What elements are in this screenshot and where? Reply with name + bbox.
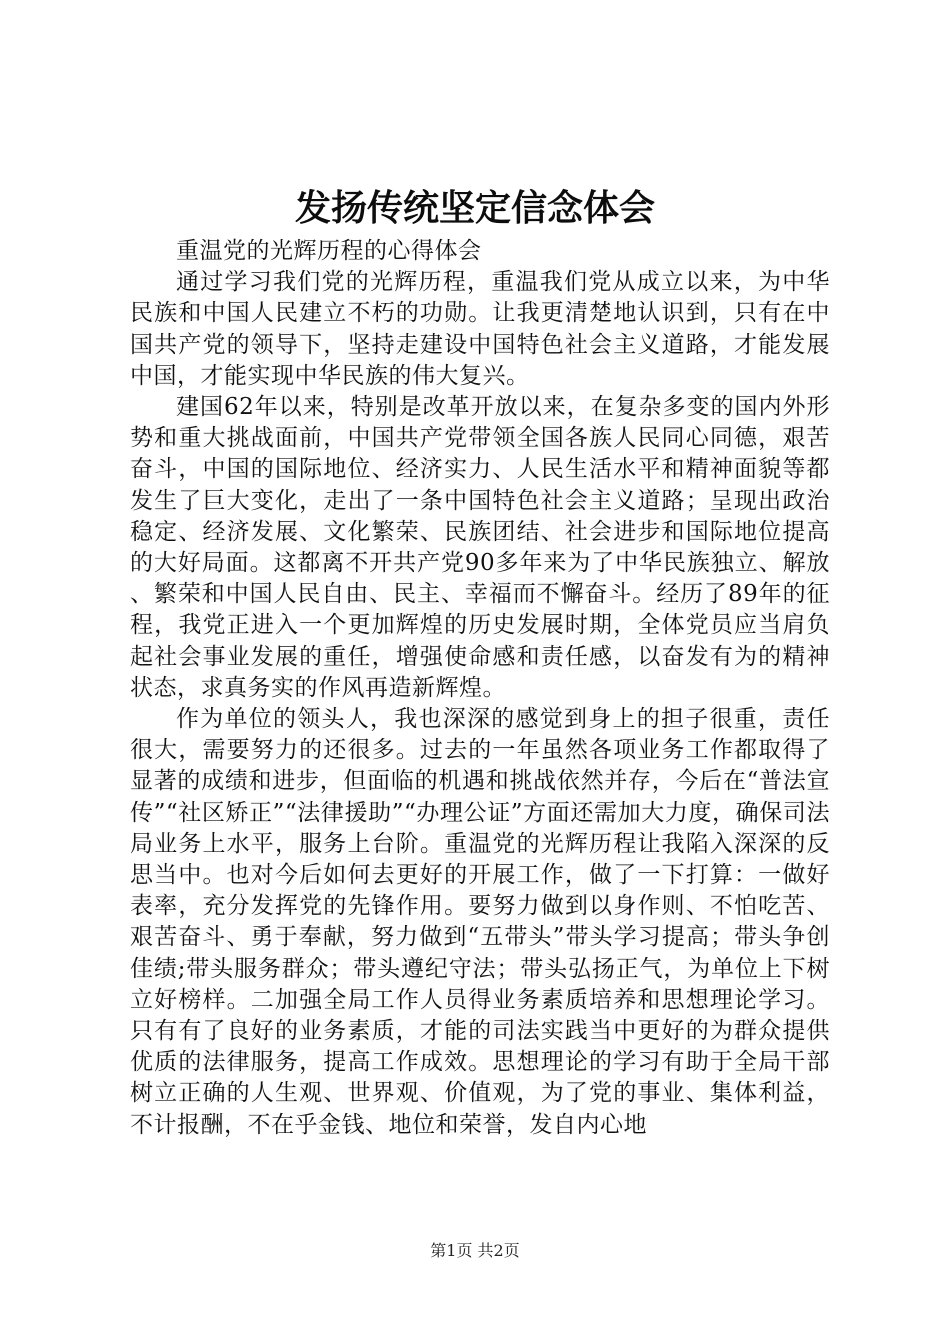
body-paragraph: 建国62年以来，特别是改革开放以来，在复杂多变的国内外形势和重大挑战面前，中国共产党带领全国各族人民同心同德，艰苦奋斗，中国的国际地位、经济实力、人民生活水平和精神面貌等都发生了巨大变化，走出了一条中国特色社会主义道路；呈现出政治稳定、经济发展、文化繁荣、民族团结、社会进步和国际地位提高的大好局面。这都离不开共产党90多年来为了中华民族独立、解放、繁荣和中国人民自由、民主、幸福而不懈奋斗。经历了89年的征程，我党正进入一个更加辉煌的历史发展时期，全体党员应当肩负起社会事业发展的重任，增强使命感和责任感，以奋发有为的精神状态，求真务实的作风再造新辉煌。 — [130, 394, 830, 701]
body-paragraph: 作为单位的领头人，我也深深的感觉到身上的担子很重，责任很大，需要努力的还很多。过去的一年虽然各项业务工作都取得了显著的成绩和进步，但面临的机遇和挑战依然并存，今后在“普法宣传”“社区矫正”“法律援助”“办理公证”方面还需加大力度，确保司法局业务上水平，服务上台阶。重温党的光辉历程让我陷入深深的反思当中。也对今后如何去更好的开展工作，做了一下打算：一做好表率，充分发挥党的先锋作用。要努力做到以身作则、不怕吃苦、艰苦奋斗、勇于奉献，努力做到“五带头”带头学习提高；带头争创佳绩;带头服务群众；带头遵纪守法；带头弘扬正气，为单位上下树立好榜样。二加强全局工作人员得业务素质培养和思想理论学习。只有有了良好的业务素质，才能的司法实践当中更好的为群众提供优质的法律服务，提高工作成效。思想理论的学习有助于全局干部树立正确的人生观、世界观、价值观，为了党的事业、集体利益，不计报酬，不在乎金钱、地位和荣誉，发自内心地 — [130, 706, 830, 1138]
body-paragraph: 通过学习我们党的光辉历程，重温我们党从成立以来，为中华民族和中国人民建立不朽的功勋。让我更清楚地认识到，只有在中国共产党的领导下，坚持走建设中国特色社会主义道路，才能发展中国，才能实现中华民族的伟大复兴。 — [130, 269, 830, 389]
body-paragraph-subtitle: 重温党的光辉历程的心得体会 — [176, 238, 482, 264]
document-body — [130, 236, 830, 1141]
document-title: 发扬传统坚定信念体会 — [294, 188, 655, 229]
page-number-footer: 第1页 共2页 — [430, 1241, 520, 1260]
